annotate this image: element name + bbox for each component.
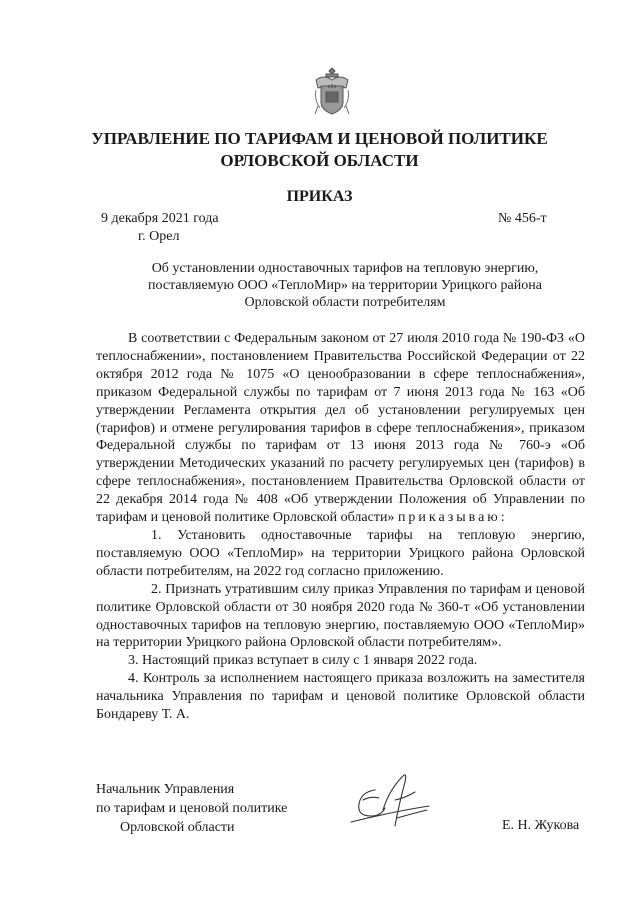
organization-name <box>0 128 639 172</box>
document-city: г. Орел <box>138 229 180 244</box>
order-word: приказываю: <box>397 510 508 526</box>
organization-name-line2: ОРЛОВСКОЙ ОБЛАСТИ <box>220 151 419 170</box>
document-date: 9 декабря 2021 года <box>101 211 219 226</box>
order-item-4: 4. Контроль за исполнением настоящего приказа возложить на заместителя начальника Управления по тарифам и ценовой политике Орловской области Бондареву Т. А. <box>96 671 585 723</box>
coat-of-arms-icon <box>312 66 352 118</box>
handwritten-signature <box>345 770 435 832</box>
order-item-1: 1. Установить одноставочные тарифы на тепловую энергию, поставляемую ООО «ТеплоМир» на территории Урицкого района Орловской области потребителям, на 2022 год согласно приложению. <box>96 527 585 579</box>
subject-line1: Об установлении одноставочных тарифов на тепловую энергию, <box>151 261 539 276</box>
preamble-paragraph <box>96 330 585 527</box>
order-item-3: 3. Настоящий приказ вступает в силу с 1 января 2022 года. <box>128 653 478 669</box>
signatory-position-line2: по тарифам и ценовой политике <box>96 801 288 816</box>
subject-line2: поставляемую ООО «ТеплоМир» на территории Урицкого района <box>148 278 542 293</box>
preamble-text: В соответствии с Федеральным законом от 27 июля 2010 года № 190-ФЗ «О теплоснабжении», постановлением Правительства Российской Федерации от 22 октября 2012 года № 1075 «О ценообразовании в сфере теплоснабжения», приказом Федеральной службы по тарифам от 7 июня 2013 года № 163 «Об утверждении Регламента открытия дел об установлении регулируемых цен (тарифов) и отмене регулирования тарифов в сфере теплоснабжения», приказом Федеральной службы по тарифам от 13 июня 2013 года № 760-э «Об утверждении Методических указаний по расчету регулируемых цен (тарифов) в сфере теплоснабжения», постановлением Правительства Орловской области от 22 декабря 2014 года № 408 «Об утверждении Положения об Управлении по тарифам и ценовой политике Орловской области» <box>96 331 585 526</box>
signatory-position <box>96 780 287 837</box>
document-body <box>96 330 585 724</box>
document-subject <box>100 260 590 311</box>
signatory-position-line1: Начальник Управления <box>96 782 235 797</box>
document-number: № 456-т <box>498 211 547 226</box>
subject-line3: Орловской области потребителям <box>244 295 446 310</box>
order-item-2: 2. Признать утратившим силу приказ Управления по тарифам и ценовой политике Орловской области от 30 ноября 2020 года № 360-т «Об установлении одноставочных тарифов на тепловую энергию, поставляемую ООО «ТеплоМир» на территории Урицкого района Орловской области потребителям». <box>96 581 585 651</box>
document-type: ПРИКАЗ <box>286 188 353 205</box>
signatory-position-line3: Орловской области <box>120 820 235 835</box>
signatory-name: Е. Н. Жукова <box>502 818 580 833</box>
organization-name-line1: УПРАВЛЕНИЕ ПО ТАРИФАМ И ЦЕНОВОЙ ПОЛИТИКЕ <box>91 129 548 148</box>
